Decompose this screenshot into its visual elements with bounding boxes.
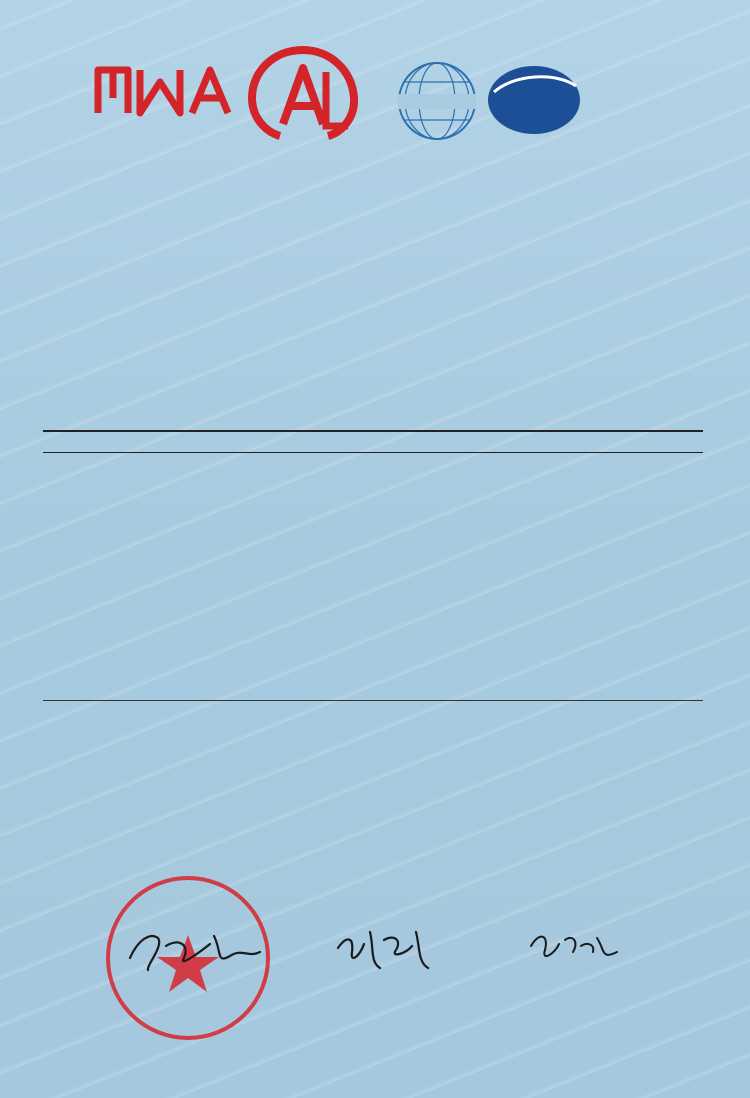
ilac-mra-logo-icon: [392, 60, 482, 142]
cnas-logo-icon: [484, 62, 584, 138]
conclusion-divider: [43, 700, 703, 701]
col-header: [88, 431, 296, 452]
col-header: [574, 431, 659, 452]
table-header-row: [43, 431, 703, 452]
logo-bar: [0, 40, 750, 150]
results-table: [43, 430, 703, 453]
authorized-signature-icon: [118, 918, 268, 978]
reviewer-signature-icon: [330, 918, 440, 976]
report-title: [0, 226, 750, 254]
col-header: [43, 431, 88, 452]
col-header: [473, 431, 573, 452]
col-header: [296, 431, 473, 452]
col-header: [658, 431, 703, 452]
chief-inspector-signature-icon: [525, 922, 625, 968]
cal-seal-icon: [238, 44, 368, 150]
cma-seal-icon: [88, 58, 238, 138]
